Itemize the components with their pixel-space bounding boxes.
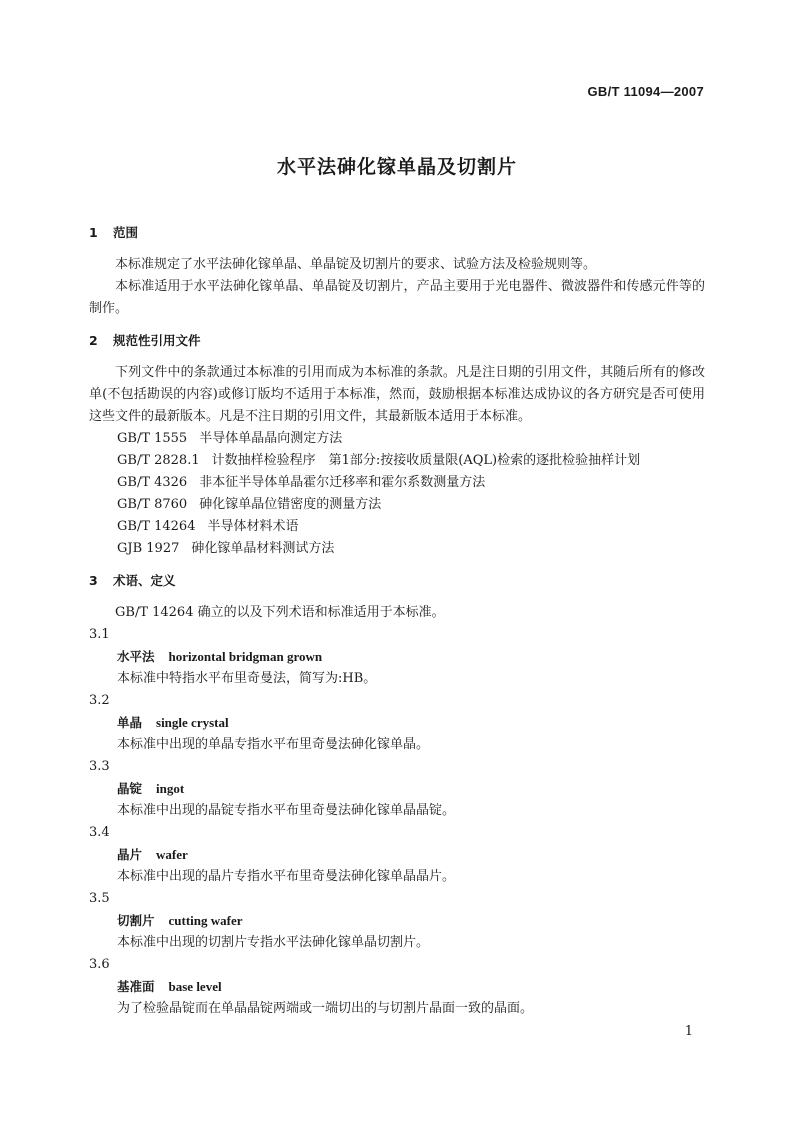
term-english: cutting wafer <box>168 913 243 928</box>
term-chinese: 基准面 <box>117 979 155 994</box>
reference-code: GB/T 4326 <box>117 475 188 490</box>
term-title <box>89 778 705 800</box>
term-title <box>89 712 705 734</box>
term-definition: 本标准中出现的晶片专指水平布里奇曼法砷化镓单晶晶片。 <box>117 869 456 884</box>
term-definition: 本标准中特指水平布里奇曼法，简写为:HB。 <box>117 671 377 686</box>
term-chinese: 晶片 <box>117 847 143 862</box>
reference-code: GJB 1927 <box>117 541 180 556</box>
normative-refs-intro: 下列文件中的条款通过本标准的引用而成为本标准的条款。凡是注日期的引用文件，其随后所有的修改单(不包括勘误的内容)或修订版均不适用于本标准，然而，鼓励根据本标准达成协议的各方研究是否可使用这些文件的最新版本。凡是不注日期的引用文件，其最新版本适用于本标准。 <box>89 365 705 424</box>
term-definition: 本标准中出现的晶锭专指水平布里奇曼法砷化镓单晶晶锭。 <box>117 803 456 818</box>
term-number: 3.1 <box>89 627 110 642</box>
term-english: horizontal bridgman grown <box>168 649 323 664</box>
reference-title: 砷化镓单晶位错密度的测量方法 <box>199 497 382 512</box>
document-body <box>89 222 705 1020</box>
terms-intro: GB/T 14264 确立的以及下列术语和标准适用于本标准。 <box>115 605 445 620</box>
reference-item <box>117 494 705 516</box>
term-number: 3.6 <box>89 957 110 972</box>
reference-item <box>117 472 705 494</box>
section-title: 范围 <box>113 225 139 240</box>
reference-title: 计数抽样检验程序 第1部分:按接收质量限(AQL)检索的逐批检验抽样计划 <box>211 453 641 468</box>
scope-paragraph: 本标准规定了水平法砷化镓单晶、单晶锭及切割片的要求、试验方法及检验规则等。 <box>115 257 597 272</box>
section-heading-normative-refs <box>89 330 705 352</box>
reference-title: 砷化镓单晶材料测试方法 <box>191 541 335 556</box>
term-chinese: 晶锭 <box>117 781 143 796</box>
term-definition: 本标准中出现的单晶专指水平布里奇曼法砷化镓单晶。 <box>117 737 430 752</box>
term-chinese: 单晶 <box>117 715 143 730</box>
reference-code: GB/T 8760 <box>117 497 188 512</box>
section-number: 1 <box>89 225 98 240</box>
reference-title: 半导体单晶晶向测定方法 <box>199 431 343 446</box>
term-chinese: 切割片 <box>117 913 155 928</box>
term-number: 3.4 <box>89 825 110 840</box>
page-number: 1 <box>684 1024 693 1039</box>
reference-code: GB/T 1555 <box>117 431 188 446</box>
reference-title: 非本征半导体单晶霍尔迁移率和霍尔系数测量方法 <box>199 475 486 490</box>
term-number: 3.2 <box>89 693 110 708</box>
reference-code: GB/T 14264 <box>117 519 196 534</box>
reference-item <box>117 516 705 538</box>
term-title <box>89 646 705 668</box>
term-number: 3.3 <box>89 759 110 774</box>
term-title <box>89 844 705 866</box>
scope-paragraph: 本标准适用于水平法砷化镓单晶、单晶锭及切割片，产品主要用于光电器件、微波器件和传感元件等的制作。 <box>89 279 705 316</box>
term-title <box>89 976 705 998</box>
reference-item <box>117 450 705 472</box>
document-title: 水平法砷化镓单晶及切割片 <box>276 156 517 178</box>
section-heading-scope <box>89 222 705 244</box>
reference-list <box>89 428 705 560</box>
standard-number: GB/T 11094—2007 <box>587 84 704 99</box>
reference-item <box>117 538 705 560</box>
term-english: wafer <box>156 847 188 862</box>
term-english: base level <box>168 979 222 994</box>
reference-code: GB/T 2828.1 <box>117 453 200 468</box>
term-english: single crystal <box>156 715 229 730</box>
section-title: 规范性引用文件 <box>113 333 201 348</box>
term-definition: 本标准中出现的切割片专指水平法砷化镓单晶切割片。 <box>117 935 430 950</box>
term-definition: 为了检验晶锭而在单晶晶锭两端或一端切出的与切割片晶面一致的晶面。 <box>117 1001 534 1016</box>
reference-item <box>117 428 705 450</box>
term-chinese: 水平法 <box>117 649 155 664</box>
term-title <box>89 910 705 932</box>
section-heading-terms <box>89 570 705 592</box>
term-english: ingot <box>156 781 185 796</box>
section-title: 术语、定义 <box>113 573 176 588</box>
section-number: 2 <box>89 333 98 348</box>
section-number: 3 <box>89 573 98 588</box>
reference-title: 半导体材料术语 <box>207 519 299 534</box>
term-number: 3.5 <box>89 891 110 906</box>
